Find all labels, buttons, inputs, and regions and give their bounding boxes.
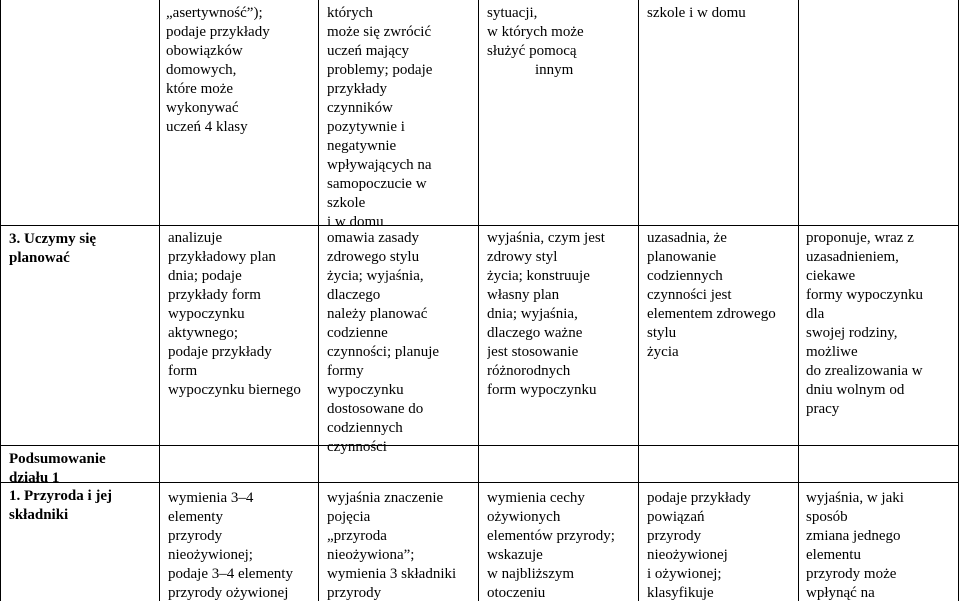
col3-row3-text: wyjaśnia znaczenie pojęcia „przyroda nieożywiona”; wymienia 3 składniki przyrody bbox=[327, 490, 457, 601]
col2-row1-text: „asertywność”); podaje przykłady obowiązków domowych, które może wykonywać uczeń 4 klasy bbox=[166, 5, 270, 135]
col5-row3-text: podaje przykłady powiązań przyrody nieożywionej i ożywionej; klasyfikuje bbox=[647, 490, 751, 601]
col6-row3-text: wyjaśnia, w jaki sposób zmiana jednego elementu przyrody może wpłynąć na bbox=[806, 490, 904, 601]
section-1-title: 1. Przyroda i jej składniki bbox=[9, 488, 113, 523]
col3-row1-text: których może się zwrócić uczeń mający problemy; podaje przykłady czynników pozytywnie i negatywnie wpływających na samopoczucie w szkole i w domu bbox=[327, 5, 433, 230]
grid-vline-2 bbox=[318, 0, 319, 601]
col4-row1-text-continued: innym bbox=[535, 62, 574, 78]
grid-vline-3 bbox=[478, 0, 479, 601]
col4-row1-text: sytuacji, w których może służyć pomocą bbox=[487, 5, 584, 59]
col4-row3-text: wymienia cechy ożywionych elementów przyrody; wskazuje w najbliższym otoczeniu bbox=[487, 490, 615, 601]
grid-vline-4 bbox=[638, 0, 639, 601]
col3-row2-text: omawia zasady zdrowego stylu życia; wyjaśnia, dlaczego należy planować codzienne czynności; planuje formy wypoczynku dostosowane do codziennych czynności bbox=[327, 230, 440, 455]
col2-row2-text: analizuje przykładowy plan dnia; podaje przykłady form wypoczynku aktywnego; podaje przykłady form wypoczynku biernego bbox=[168, 230, 301, 398]
col6-row2-text: proponuje, wraz z uzasadnieniem, ciekawe formy wypoczynku dla swojej rodziny, możliwe do zrealizowania w dniu wolnym od pracy bbox=[806, 230, 924, 417]
grid-vline-0 bbox=[0, 0, 1, 601]
grid-hline-row2 bbox=[0, 445, 959, 446]
summary-title: Podsumowanie działu 1 bbox=[9, 451, 106, 486]
col5-row1-text: szkole i w domu bbox=[647, 5, 746, 21]
col4-row2-text: wyjaśnia, czym jest zdrowy styl życia; konstruuje własny plan dnia; wyjaśnia, dlaczego ważne jest stosowanie różnorodnych form wypoczynku bbox=[487, 230, 605, 398]
section-3-title: 3. Uczymy się planować bbox=[9, 231, 97, 266]
col2-row3-text: wymienia 3–4 elementy przyrody nieożywionej; podaje 3–4 elementy przyrody ożywionej bbox=[168, 490, 293, 601]
grid-vline-6 bbox=[958, 0, 959, 601]
grid-hline-row1 bbox=[0, 225, 959, 226]
col5-row2-text: uzasadnia, że planowanie codziennych czynności jest elementem zdrowego stylu życia bbox=[647, 230, 776, 360]
grid-vline-1 bbox=[159, 0, 160, 601]
grid-vline-5 bbox=[798, 0, 799, 601]
